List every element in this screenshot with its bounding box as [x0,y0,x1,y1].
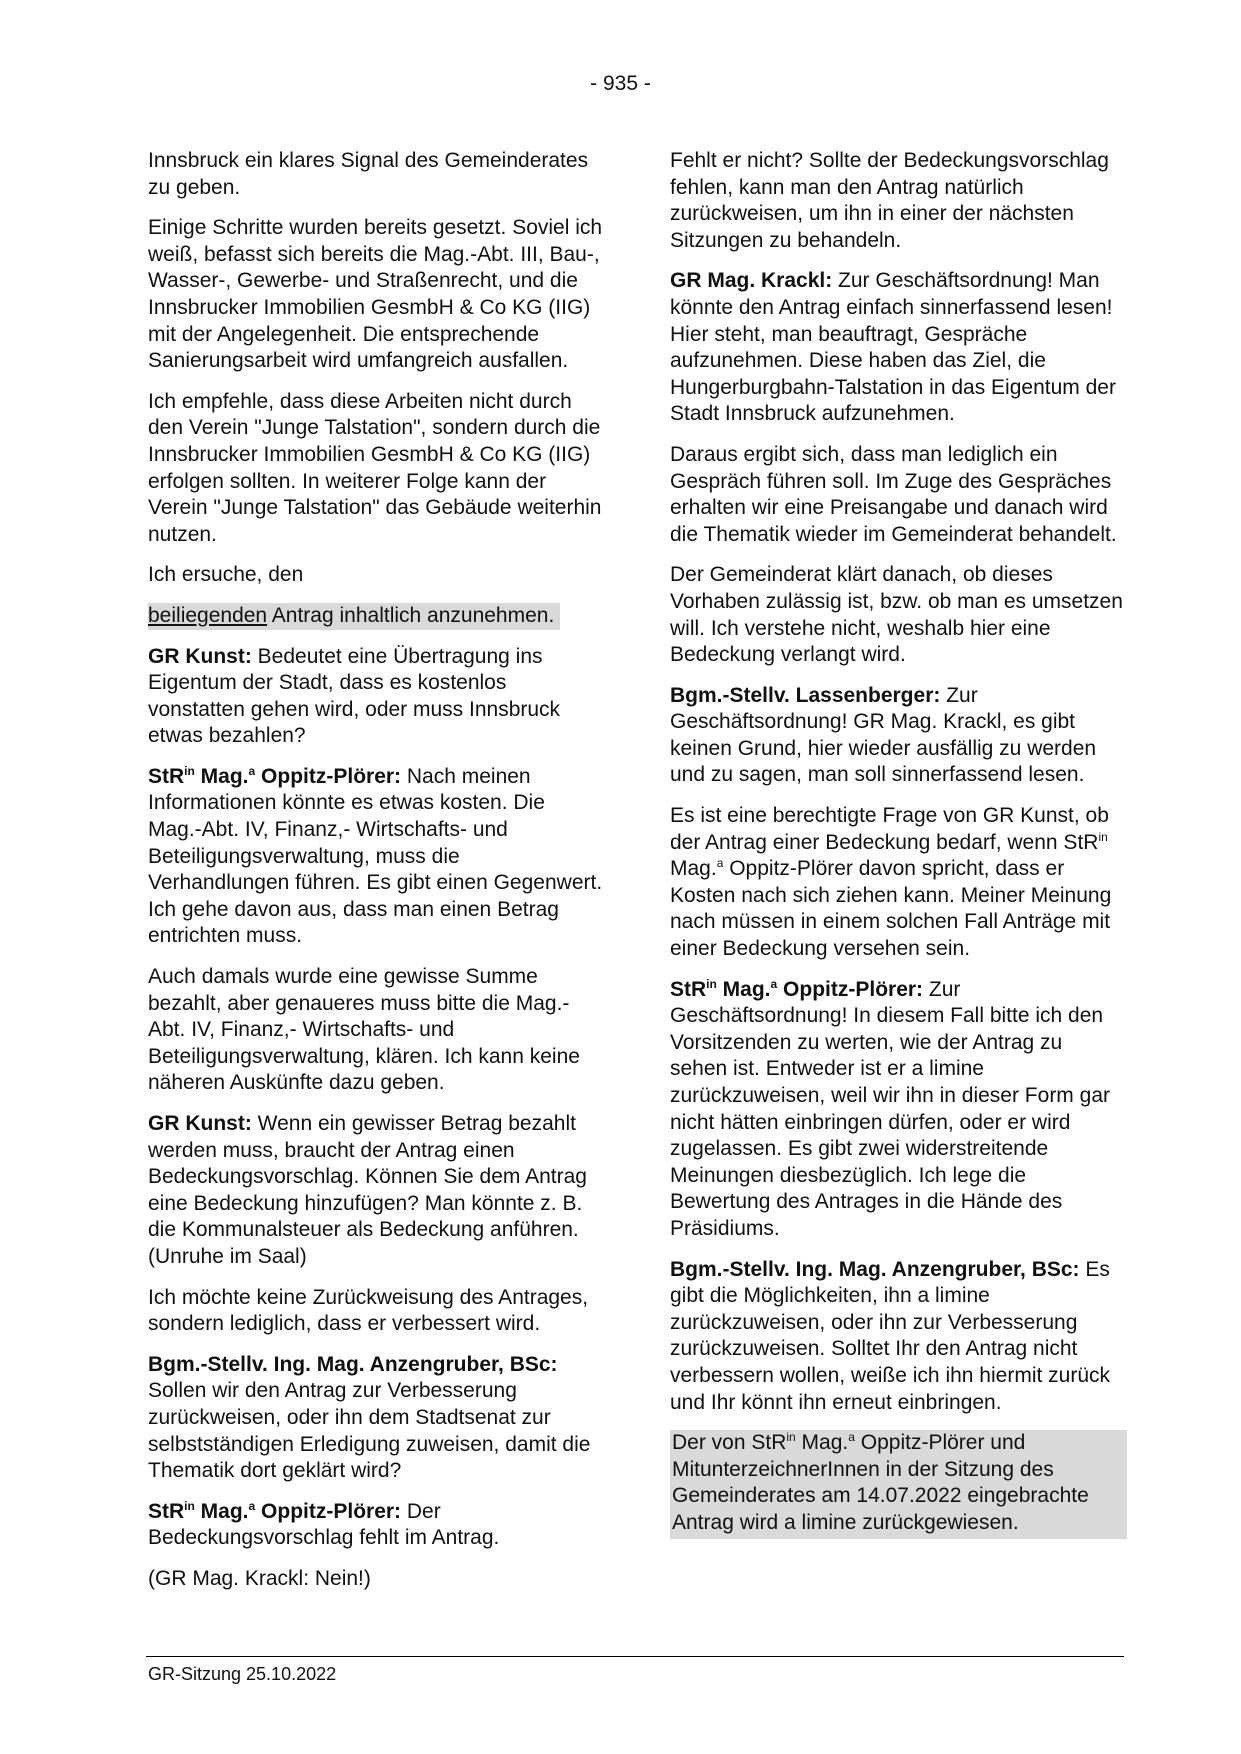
speaker-part: StR [148,764,185,788]
speech [148,764,603,950]
text-part: Oppitz-Plörer davon spricht, dass er Kosten nach sich ziehen kann. Meiner Meinung nach müssen in einem solchen Fall Anträge mit einer Bedeckung versehen sein. [670,857,1112,961]
superscript: in [786,1430,796,1445]
paragraph: Einige Schritte wurden bereits gesetzt. Soviel ich weiß, befasst sich bereits die Mag.-Abt. III, Bau-, Wasser-, Gewerbe- und Straßenrecht, und die Innsbrucker Immobilien GesmbH & Co KG (IIG) mit der Angelegenheit. Die entsprechende Sanierungsarbeit wird umfangreich ausfallen. [148,216,603,373]
paragraph: Daraus ergibt sich, dass man lediglich ein Gespräch führen soll. Im Zuge des Gespräches erhalten wir eine Preisangabe und danach wird die Thematik wieder im Gemeinderat behandelt. [670,442,1117,546]
text-part: Es ist eine berechtigte Frage von GR Kunst, ob der Antrag einer Bedeckung bedarf, wenn StR [670,804,1109,854]
speech [148,1499,603,1552]
superscript: in [184,763,195,778]
paragraph [670,803,1125,963]
speech [670,268,1125,428]
speech-text: Bedeutet eine Übertragung ins Eigentum der Stadt, dass es kostenlos vonstatten gehen wird, oder muss Innsbruck etwas bezahlen? [148,644,561,748]
paragraph: Fehlt er nicht? Sollte der Bedeckungsvorschlag fehlen, kann man den Antrag natürlich zurückweisen, um ihn in einer der nächsten Sitzungen zu behandeln. [670,149,1109,252]
speech-text: Es gibt die Möglichkeiten, ihn a limine zurückzuweisen, oder ihn zur Verbesserung zurückzuweisen. Solltet Ihr den Antrag nicht verbessern wollen, weiße ich ihn hiermit zurück und Ihr könnt ihn erneut einbringen. [670,1257,1111,1414]
speech [670,977,1125,1243]
superscript: in [706,976,717,991]
speech [148,644,603,750]
left-column [148,148,603,1607]
paragraph: Ich empfehle, dass diese Arbeiten nicht durch den Verein "Junge Talstation", sondern durch die Innsbrucker Immobilien GesmbH & Co KG (IIG) erfolgen sollten. In weiterer Folge kann der Verein "Junge Talstation" das Gebäude weiterhin nutzen. [148,389,602,546]
footer-text: GR-Sitzung 25.10.2022 [148,1664,337,1684]
superscript: a [248,763,256,778]
speaker-part: Mag. [194,1499,249,1523]
speaker-name [670,978,923,1001]
highlighted-resolution [670,1430,1127,1538]
speech [148,1352,603,1485]
text-part: Mag. [670,857,717,881]
speaker-part: Oppitz-Plörer: [255,764,402,788]
underlined-word: beiliegenden [148,603,268,627]
speaker-name: Bgm.-Stellv. Ing. Mag. Anzengruber, BSc: [148,1352,558,1376]
speech-text: Wenn ein gewisser Betrag bezahlt werden muss, braucht der Antrag einen Bedeckungsvorschlag. Können Sie dem Antrag eine Bedeckung hinzufügen? Man könnte z. B. die Kommunalsteuer als Bedeckung anführen. (Unruhe im Saal) [148,1112,587,1268]
speech [148,1111,603,1271]
text-part: Der von StR [672,1431,787,1455]
speaker-name: GR Mag. Krackl: [670,269,833,293]
superscript: in [184,1498,195,1513]
superscript: a [248,1498,256,1513]
footer-divider [146,1656,1124,1657]
speaker-name [148,765,401,788]
highlighted-motion [148,603,603,630]
paragraph: Der Gemeinderat klärt danach, ob dieses Vorhaben zulässig ist, bzw. ob man es umsetzen will. Ich verstehe nicht, weshalb hier eine Bedeckung verlangt wird. [670,563,1123,667]
speaker-part: StR [148,1499,185,1523]
paragraph: Innsbruck ein klares Signal des Gemeinderates zu geben. [148,149,589,199]
speaker-name: Bgm.-Stellv. Lassenberger: [670,683,941,707]
text-part: Oppitz-Plörer und MitunterzeichnerInnen in der Sitzung des Gemeinderates am 14.07.2022 eingebrachte Antrag wird a limine zurückgewiesen. [672,1431,1089,1534]
speech-text: Der Bedeckungsvorschlag fehlt im Antrag. [148,1499,500,1550]
paragraph: Ich ersuche, den [148,563,304,587]
paragraph: Auch damals wurde eine gewisse Summe bezahlt, aber genaueres muss bitte die Mag.-Abt. IV, Finanz,- Wirtschafts- und Beteiligungsverwaltung, klären. Ich kann keine näheren Auskünfte dazu geben. [148,965,580,1095]
speech-text: Zur Geschäftsordnung! Man könnte den Antrag einfach sinnerfassend lesen! Hier steht, man beauftragt, Gespräche aufzunehmen. Diese haben das Ziel, die Hungerburgbahn-Talstation in das Eigentum der Stadt Innsbruck aufzunehmen. [670,269,1116,426]
speech-text: Zur Geschäftsordnung! In diesem Fall bitte ich den Vorsitzenden zu werten, wie der Antrag zu sehen ist. Entweder ist er a limine zurückzuweisen, weil wir ihn in dieser Form gar nicht hätten einbringen dürfen, oder er wird zugelassen. Es gibt zwei widerstreitende Meinungen diesbezüglich. Ich lege die Bewertung des Antrages in die Hände des Präsidiums. [670,977,1110,1240]
speech-text: Zur Geschäftsordnung! GR Mag. Krackl, es gibt keinen Grund, hier wieder ausfällig zu werden und zu sagen, man soll sinnerfassend lesen. [670,683,1097,787]
superscript: a [716,856,724,871]
speaker-name: Bgm.-Stellv. Ing. Mag. Anzengruber, BSc: [670,1257,1080,1281]
speaker-part: Mag. [716,977,771,1001]
motion-text: Antrag inhaltlich anzunehmen. [267,603,555,627]
text-part: Mag. [795,1431,849,1455]
paragraph: (GR Mag. Krackl: Nein!) [148,1566,371,1590]
superscript: a [770,976,778,991]
page-number: - 935 - [590,72,651,95]
speech [670,683,1125,789]
speaker-name: GR Kunst: [148,1112,252,1135]
speech-text: Nach meinen Informationen könnte es etwas kosten. Die Mag.-Abt. IV, Finanz,- Wirtschafts- und Beteiligungsverwaltung, muss die Verhandlungen führen. Es gibt einen Gegenwert. Ich gehe davon aus, dass man einen Betrag entrichten muss. [148,764,603,948]
right-column [670,148,1125,1553]
speaker-part: Mag. [194,764,249,788]
speech-text: Sollen wir den Antrag zur Verbesserung zurückweisen, oder ihn dem Stadtsenat zur selbstständigen Erledigung zuweisen, damit die Thematik dort geklärt wird? [148,1379,591,1483]
superscript: a [848,1430,855,1445]
speaker-part: StR [670,977,707,1001]
speaker-name [148,1500,401,1523]
paragraph: Ich möchte keine Zurückweisung des Antrages, sondern lediglich, dass er verbessert wird. [148,1285,589,1336]
superscript: in [1098,829,1108,844]
speaker-part: Oppitz-Plörer: [255,1499,402,1523]
speech [670,1257,1125,1417]
speaker-name: GR Kunst: [148,644,252,668]
speaker-part: Oppitz-Plörer: [777,977,924,1001]
